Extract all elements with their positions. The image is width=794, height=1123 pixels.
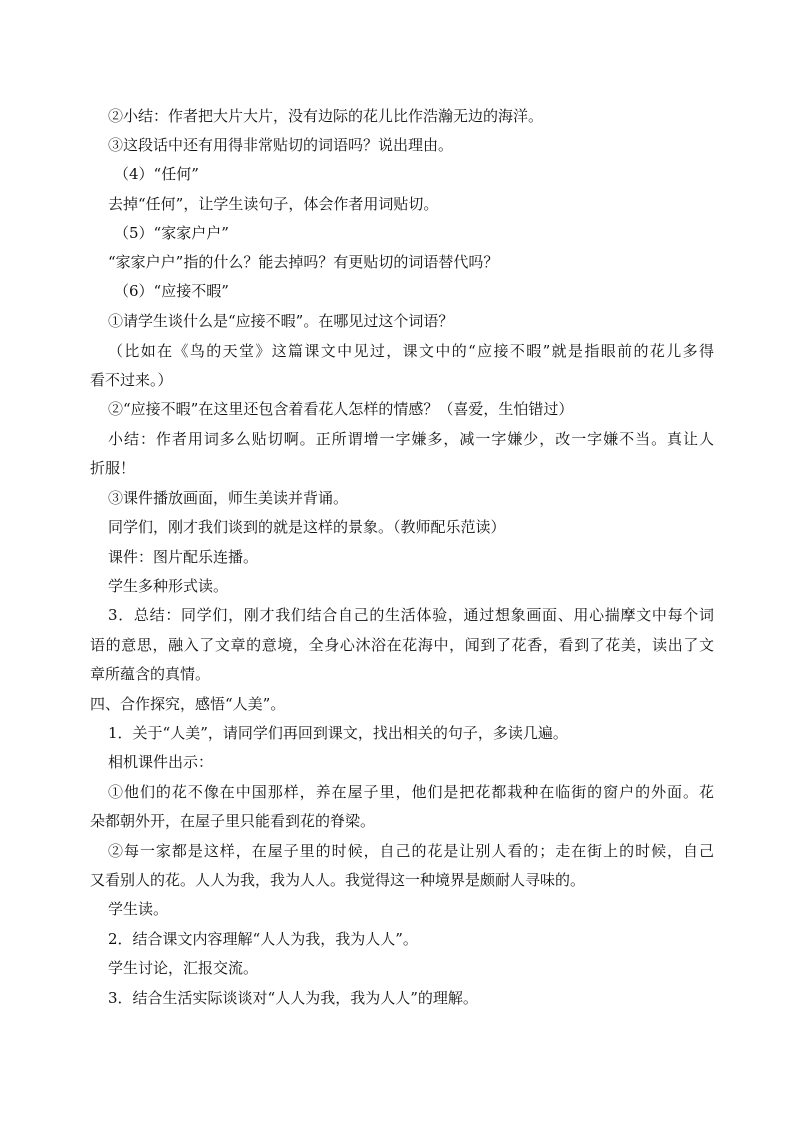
- paragraph-line: 学生讨论，汇报交流。: [108, 959, 259, 977]
- word-heading: （6）“应接不暇”: [114, 282, 229, 300]
- paragraph-line: 去掉“任何”，让学生读句子，体会作者用词贴切。: [108, 195, 439, 213]
- paragraph-line: 看不过来。）: [90, 371, 173, 389]
- paragraph-line: ①请学生谈什么是“应接不暇”。在哪见过这个词语？: [108, 312, 454, 330]
- quote-line: 又看别人的花。人人为我，我为人人。我觉得这一种境界是颇耐人寻味的。: [90, 871, 586, 889]
- paragraph-line: 章所蕴含的真情。: [90, 665, 211, 683]
- quote-line: ①他们的花不像在中国那样，养在屋子里，他们是把花都栽种在临街的窗户的外面。花: [108, 783, 714, 801]
- summary-line: ②小结：作者把大片大片，没有边际的花儿比作浩瀚无边的海洋。: [108, 107, 544, 125]
- paragraph-line: 学生多种形式读。: [108, 577, 229, 595]
- paragraph-line: 语的意思，融入了文章的意境，全身心沐浴在花海中，闻到了花香，看到了花美，读出了文: [90, 636, 714, 654]
- paragraph-line: 折服！: [90, 459, 136, 477]
- paragraph-line: 2．结合课文内容理解“人人为我，我为人人”。: [108, 930, 418, 948]
- summary-line: 小结：作者用词多么贴切啊。正所谓增一字嫌多，减一字嫌少，改一字嫌不当。真让人: [108, 430, 714, 448]
- paragraph-line: 学生读。: [108, 900, 169, 918]
- section-heading: 四、合作探究，感悟“人美”。: [90, 695, 286, 713]
- quote-line: ②每一家都是这样，在屋子里的时候，自己的花是让别人看的；走在街上的时候，自己: [108, 842, 714, 860]
- quote-line: 朵都朝外开，在屋子里只能看到花的脊梁。: [90, 812, 376, 830]
- paragraph-line: ③课件播放画面，师生美读并背诵。: [108, 489, 349, 507]
- question-line: ③这段话中还有用得非常贴切的词语吗？说出理由。: [108, 136, 454, 154]
- paragraph-line: 课件：图片配乐连播。: [108, 548, 259, 566]
- paragraph-line: 3．结合生活实际谈谈对“人人为我，我为人人”的理解。: [108, 989, 478, 1007]
- paragraph-line: （比如在《鸟的天堂》这篇课文中见过，课文中的“应接不暇”就是指眼前的花儿多得: [108, 342, 714, 360]
- word-heading: （5）“家家户户”: [114, 224, 229, 242]
- paragraph-line: 同学们，刚才我们谈到的就是这样的景象。（教师配乐范读）: [108, 518, 506, 536]
- paragraph-line: “家家户户”指的什么？能去掉吗？有更贴切的词语替代吗？: [108, 253, 499, 271]
- summary-line: 3．总结：同学们，刚才我们结合自己的生活体验，通过想象画面、用心揣摩文中每个词: [108, 606, 714, 624]
- word-heading: （4）“任何”: [114, 165, 199, 183]
- paragraph-line: 1．关于“人美”，请同学们再回到课文，找出相关的句子，多读几遍。: [108, 724, 568, 742]
- paragraph-line: 相机课件出示：: [108, 753, 214, 771]
- paragraph-line: ②“应接不暇”在这里还包含着看花人怎样的情感？（喜爱，生怕错过）: [108, 400, 574, 418]
